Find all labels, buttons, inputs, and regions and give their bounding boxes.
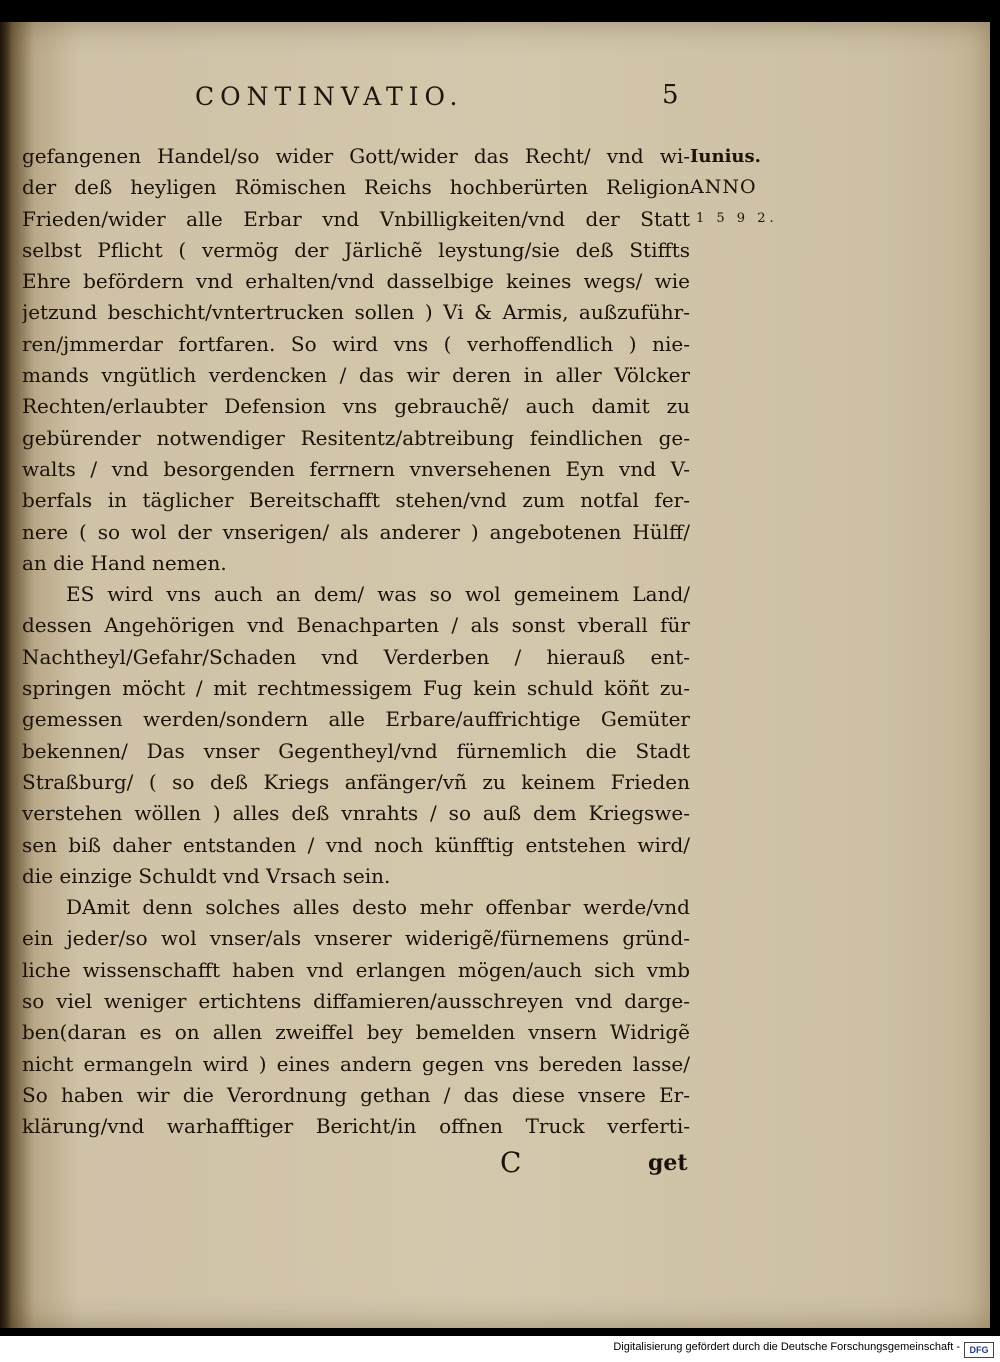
margin-note-year: 1 5 9 2.	[696, 211, 778, 226]
page-number: 5	[662, 80, 679, 110]
text-line: gemessen werden/sondern alle Erbare/auffrichtige Gemüter	[22, 707, 690, 732]
text-line: bekennen/ Das vnser Gegentheyl/vnd fürnemlich die Stadt	[22, 738, 690, 763]
text-line: klärung/vnd warhafftiger Bericht/in offnen Truck verferti-	[22, 1114, 690, 1139]
running-head	[0, 80, 700, 120]
text-line: ES wird vns auch an dem/ was so wol gemeinem Land/	[66, 582, 690, 607]
text-line: walts / vnd besorgenden ferrnern vnversehenen Eyn vnd V-	[22, 456, 690, 481]
text-line: so viel weniger ertichtens diffamieren/ausschreyen vnd darge-	[22, 989, 690, 1014]
text-line: selbst Pflicht ( vermög der Järlichẽ leystung/sie deß Stiffts	[22, 237, 690, 262]
text-line: Ehre befördern vnd erhalten/vnd dasselbige keines wegs/ wie	[22, 269, 690, 294]
text-line: Rechten/erlaubter Defension vns gebrauchẽ/ auch damit zu	[22, 394, 690, 419]
text-line: dessen Angehörigen vnd Benachparten / als sonst vberall für	[22, 613, 690, 638]
text-line: nicht ermangeln wird ) eines andern gegen vns bereden lasse/	[22, 1051, 690, 1076]
text-line: jetzund beschicht/vntertrucken sollen ) Vi & Armis, außzuführ-	[22, 300, 690, 325]
text-line: mands vngütlich verdencken / das wir deren in aller Völcker	[22, 363, 690, 388]
text-line: DAmit denn solches alles desto mehr offenbar werde/vnd	[66, 895, 690, 920]
text-line: Frieden/wider alle Erbar vnd Vnbilligkeiten/vnd der Statt	[22, 206, 690, 231]
text-line: Nachtheyl/Gefahr/Schaden vnd Verderben / hierauß ent-	[22, 644, 690, 669]
margin-note-month: Iunius.	[690, 146, 761, 167]
text-line: gebürender notwendiger Resitentz/abtreibung feindlichen ge-	[22, 425, 690, 450]
text-line: an die Hand nemen.	[22, 550, 227, 575]
dfg-logo-icon: DFG	[964, 1342, 994, 1358]
gutter-shadow	[0, 22, 12, 1328]
book-page	[0, 22, 990, 1328]
margin-note-anno: ANNO	[690, 176, 757, 198]
text-line: liche wissenschafft haben vnd erlangen mögen/auch sich vmb	[22, 957, 690, 982]
text-line: So haben wir die Verordnung gethan / das diese vnsere Er-	[22, 1082, 690, 1107]
text-line: ein jeder/so wol vnser/als vnserer widerigẽ/fürnemens gründ-	[22, 926, 690, 951]
credit-text: Digitalisierung gefördert durch die Deutsche Forschungsgemeinschaft -	[613, 1341, 960, 1353]
text-line: Straßburg/ ( so deß Kriegs anfänger/vñ zu keinem Frieden	[22, 769, 690, 794]
text-line: berfals in täglicher Bereitschafft stehen/vnd zum notfal fer-	[22, 488, 690, 513]
text-line: verstehen wöllen ) alles deß vnrahts / so auß dem Kriegswe-	[22, 801, 690, 826]
margin-note	[690, 141, 790, 234]
text-line: ben(daran es on allen zweiffel bey bemelden vnsern Widrigẽ	[22, 1020, 690, 1045]
signature-mark: C	[500, 1146, 522, 1179]
text-line: sen biß daher entstanden / vnd noch künfftig entstehen wird/	[22, 832, 690, 857]
text-line: der deß heyligen Römischen Reichs hochberürten Religion	[22, 175, 690, 200]
text-line: gefangenen Handel/so wider Gott/wider das Recht/ vnd wi-	[22, 144, 690, 168]
catchword: get	[648, 1150, 688, 1176]
text-line: die einzige Schuldt vnd Vrsach sein.	[22, 863, 391, 888]
text-line: ren/jmmerdar fortfaren. So wird vns ( verhoffendlich ) nie-	[22, 331, 690, 356]
body-text	[22, 141, 690, 1143]
page-footer	[22, 1146, 690, 1186]
text-line: springen möcht / mit rechtmessigem Fug kein schuld köñt zu-	[22, 676, 690, 701]
text-line: nere ( so wol der vnserigen/ als anderer ) angebotenen Hülff/	[22, 519, 690, 544]
credit-bar	[0, 1336, 1000, 1362]
running-title: CONTINVATIO.	[195, 82, 464, 111]
